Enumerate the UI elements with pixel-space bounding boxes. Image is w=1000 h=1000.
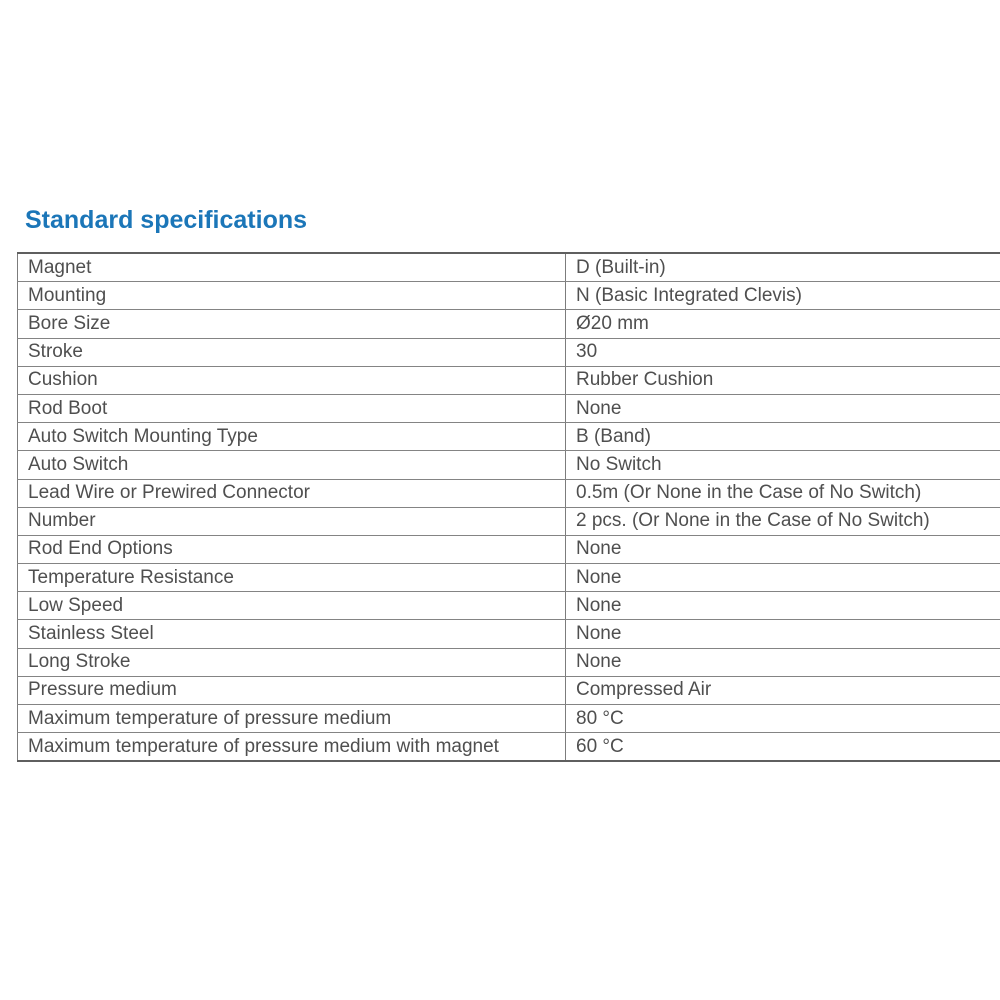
spec-label-cell: Bore Size bbox=[18, 310, 566, 338]
spec-value-cell: B (Band) bbox=[566, 423, 1000, 451]
spec-value-cell: None bbox=[566, 592, 1000, 620]
table-row bbox=[18, 338, 1000, 366]
table-row bbox=[18, 535, 1000, 563]
table-row bbox=[18, 253, 1000, 282]
table-row bbox=[18, 733, 1000, 762]
spec-label-cell: Long Stroke bbox=[18, 648, 566, 676]
specifications-table bbox=[17, 252, 1000, 762]
spec-value-cell: Compressed Air bbox=[566, 676, 1000, 704]
table-row bbox=[18, 310, 1000, 338]
spec-label-cell: Temperature Resistance bbox=[18, 564, 566, 592]
spec-label-cell: Lead Wire or Prewired Connector bbox=[18, 479, 566, 507]
spec-label-cell: Stroke bbox=[18, 338, 566, 366]
spec-value-cell: 30 bbox=[566, 338, 1000, 366]
specifications-table-body bbox=[18, 253, 1000, 761]
spec-label-cell: Auto Switch Mounting Type bbox=[18, 423, 566, 451]
spec-value-cell: None bbox=[566, 394, 1000, 422]
spec-label-cell: Maximum temperature of pressure medium bbox=[18, 705, 566, 733]
spec-label-cell: Stainless Steel bbox=[18, 620, 566, 648]
spec-label-cell: Magnet bbox=[18, 253, 566, 282]
table-row bbox=[18, 479, 1000, 507]
spec-value-cell: 2 pcs. (Or None in the Case of No Switch) bbox=[566, 507, 1000, 535]
spec-label-cell: Maximum temperature of pressure medium with magnet bbox=[18, 733, 566, 762]
table-row bbox=[18, 423, 1000, 451]
spec-value-cell: 80 °C bbox=[566, 705, 1000, 733]
spec-label-cell: Mounting bbox=[18, 282, 566, 310]
table-row bbox=[18, 705, 1000, 733]
page-title: Standard specifications bbox=[25, 206, 308, 234]
spec-label-cell: Low Speed bbox=[18, 592, 566, 620]
spec-value-cell: None bbox=[566, 620, 1000, 648]
spec-label-cell: Auto Switch bbox=[18, 451, 566, 479]
spec-value-cell: 0.5m (Or None in the Case of No Switch) bbox=[566, 479, 1000, 507]
spec-value-cell: No Switch bbox=[566, 451, 1000, 479]
table-row bbox=[18, 620, 1000, 648]
spec-value-cell: None bbox=[566, 648, 1000, 676]
spec-value-cell: None bbox=[566, 535, 1000, 563]
table-row bbox=[18, 507, 1000, 535]
spec-value-cell: Rubber Cushion bbox=[566, 366, 1000, 394]
spec-value-cell: D (Built-in) bbox=[566, 253, 1000, 282]
table-row bbox=[18, 282, 1000, 310]
table-row bbox=[18, 648, 1000, 676]
table-row bbox=[18, 676, 1000, 704]
table-row bbox=[18, 592, 1000, 620]
table-row bbox=[18, 366, 1000, 394]
spec-value-cell: N (Basic Integrated Clevis) bbox=[566, 282, 1000, 310]
table-row bbox=[18, 564, 1000, 592]
table-row bbox=[18, 394, 1000, 422]
spec-label-cell: Number bbox=[18, 507, 566, 535]
spec-label-cell: Rod End Options bbox=[18, 535, 566, 563]
spec-value-cell: Ø20 mm bbox=[566, 310, 1000, 338]
table-row bbox=[18, 451, 1000, 479]
spec-label-cell: Cushion bbox=[18, 366, 566, 394]
spec-value-cell: 60 °C bbox=[566, 733, 1000, 762]
spec-label-cell: Pressure medium bbox=[18, 676, 566, 704]
spec-label-cell: Rod Boot bbox=[18, 394, 566, 422]
spec-value-cell: None bbox=[566, 564, 1000, 592]
